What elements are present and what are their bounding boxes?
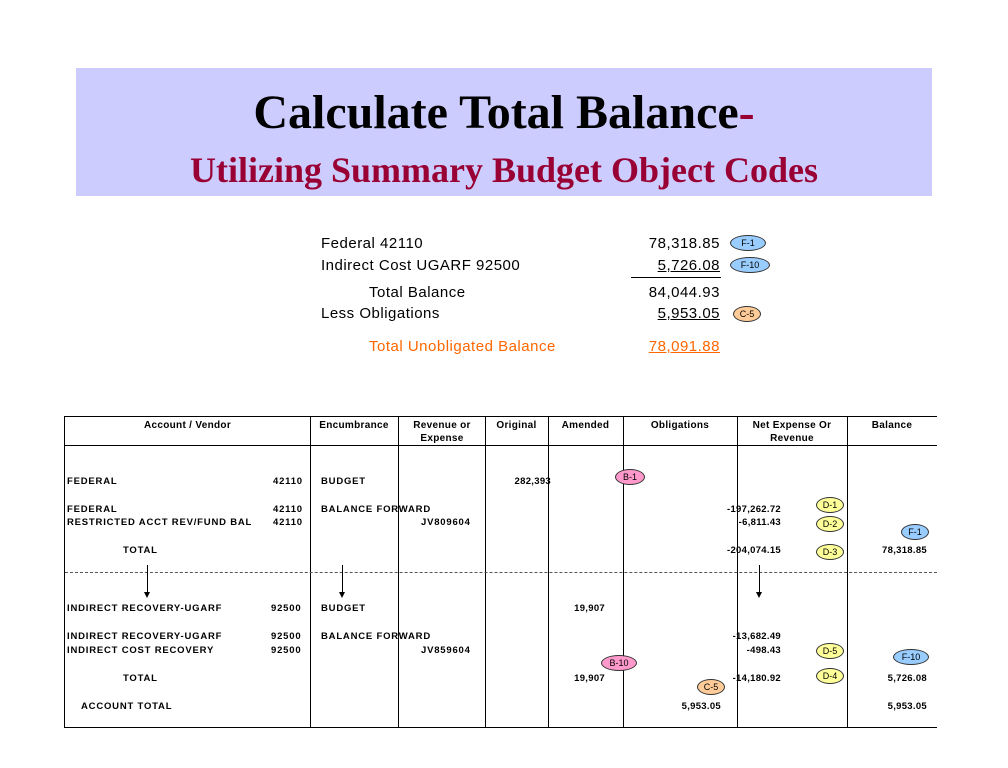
row-code: 92500 <box>271 603 302 614</box>
ref-badge-d3: D-3 <box>816 544 844 560</box>
summary-label-indirect: Indirect Cost UGARF 92500 <box>321 257 521 274</box>
row-encumbrance: BALANCE FORWARD <box>321 631 431 642</box>
down-arrow-icon <box>342 565 343 593</box>
row-account: INDIRECT COST RECOVERY <box>67 645 215 656</box>
summary-value-federal: 78,318.85 <box>648 235 720 252</box>
header-amended: Amended <box>561 420 610 431</box>
slide-subtitle: Utilizing Summary Budget Object Codes <box>190 150 818 190</box>
row-account: INDIRECT RECOVERY-UGARF <box>67 631 223 642</box>
row-revenue: JV859604 <box>421 645 471 656</box>
row-amended: 19,907 <box>574 673 605 684</box>
row-account: RESTRICTED ACCT REV/FUND BAL <box>67 517 253 528</box>
row-net: -204,074.15 <box>726 545 781 556</box>
ref-badge-d5: D-5 <box>816 643 844 659</box>
budget-report-table <box>64 416 937 728</box>
header-net: Net Expense Or Revenue <box>752 420 832 444</box>
summary-value-obligations: 5,953.05 <box>657 305 720 322</box>
row-net: -6,811.43 <box>738 517 781 528</box>
row-account: INDIRECT RECOVERY-UGARF <box>67 603 223 614</box>
section-divider <box>65 572 937 573</box>
row-encumbrance: BUDGET <box>321 476 366 487</box>
ref-badge-b1: B-1 <box>615 469 645 485</box>
row-code: 42110 <box>273 517 303 528</box>
ref-badge-c5: C-5 <box>733 306 761 322</box>
row-encumbrance: BUDGET <box>321 603 366 614</box>
down-arrow-icon <box>759 565 760 593</box>
row-account: FEDERAL <box>67 476 118 487</box>
row-amended: 19,907 <box>574 603 605 614</box>
row-net: -197,262.72 <box>726 504 781 515</box>
row-code: 42110 <box>273 476 303 487</box>
row-code: 92500 <box>271 645 302 656</box>
row-balance: 78,318.85 <box>882 545 927 556</box>
row-account: TOTAL <box>123 545 158 556</box>
row-net: -498.43 <box>746 645 781 656</box>
summary-label-obligations: Less Obligations <box>321 305 440 322</box>
ref-badge-d1: D-1 <box>816 497 844 513</box>
row-balance: 5,726.08 <box>887 673 927 684</box>
row-balance: 5,953.05 <box>887 701 927 712</box>
ref-badge-d2: D-2 <box>816 516 844 532</box>
summary-label-unobligated: Total Unobligated Balance <box>369 338 556 355</box>
title-dash: - <box>738 86 755 139</box>
ref-badge-f10: F-10 <box>893 649 929 665</box>
row-account: ACCOUNT TOTAL <box>81 701 173 712</box>
row-obligations: 5,953.05 <box>681 701 721 712</box>
row-net: -13,682.49 <box>732 631 781 642</box>
row-revenue: JV809604 <box>421 517 471 528</box>
ref-badge-d4: D-4 <box>816 668 844 684</box>
row-amended: 282,393 <box>514 476 551 487</box>
header-balance: Balance <box>871 420 913 431</box>
sum-rule <box>631 277 721 278</box>
header-original: Original <box>496 420 537 431</box>
down-arrow-icon <box>147 565 148 593</box>
summary-value-indirect: 5,726.08 <box>657 257 720 274</box>
header-obligations: Obligations <box>650 420 710 431</box>
header-encumbrance: Encumbrance <box>319 420 389 431</box>
slide-title <box>76 86 932 140</box>
row-code: 92500 <box>271 631 302 642</box>
summary-label-total: Total Balance <box>369 284 466 301</box>
ref-badge-f1: F-1 <box>901 524 929 540</box>
row-net: -14,180.92 <box>732 673 781 684</box>
header-rule <box>65 445 937 446</box>
row-code: 42110 <box>273 504 303 515</box>
row-encumbrance: BALANCE FORWARD <box>321 504 431 515</box>
ref-badge-f10: F-10 <box>730 257 770 273</box>
summary-label-federal: Federal 42110 <box>321 235 424 252</box>
row-account: FEDERAL <box>67 504 118 515</box>
header-account: Account / Vendor <box>143 420 232 431</box>
ref-badge-b10: B-10 <box>601 655 637 671</box>
summary-value-unobligated: 78,091.88 <box>648 338 720 355</box>
title-banner <box>76 68 932 196</box>
ref-badge-c5: C-5 <box>697 679 725 695</box>
header-revenue: Revenue or Expense <box>413 420 471 444</box>
row-account: TOTAL <box>123 673 158 684</box>
ref-badge-f1: F-1 <box>730 235 766 251</box>
summary-value-total: 84,044.93 <box>648 284 720 301</box>
title-line1: Calculate Total Balance <box>253 86 739 139</box>
